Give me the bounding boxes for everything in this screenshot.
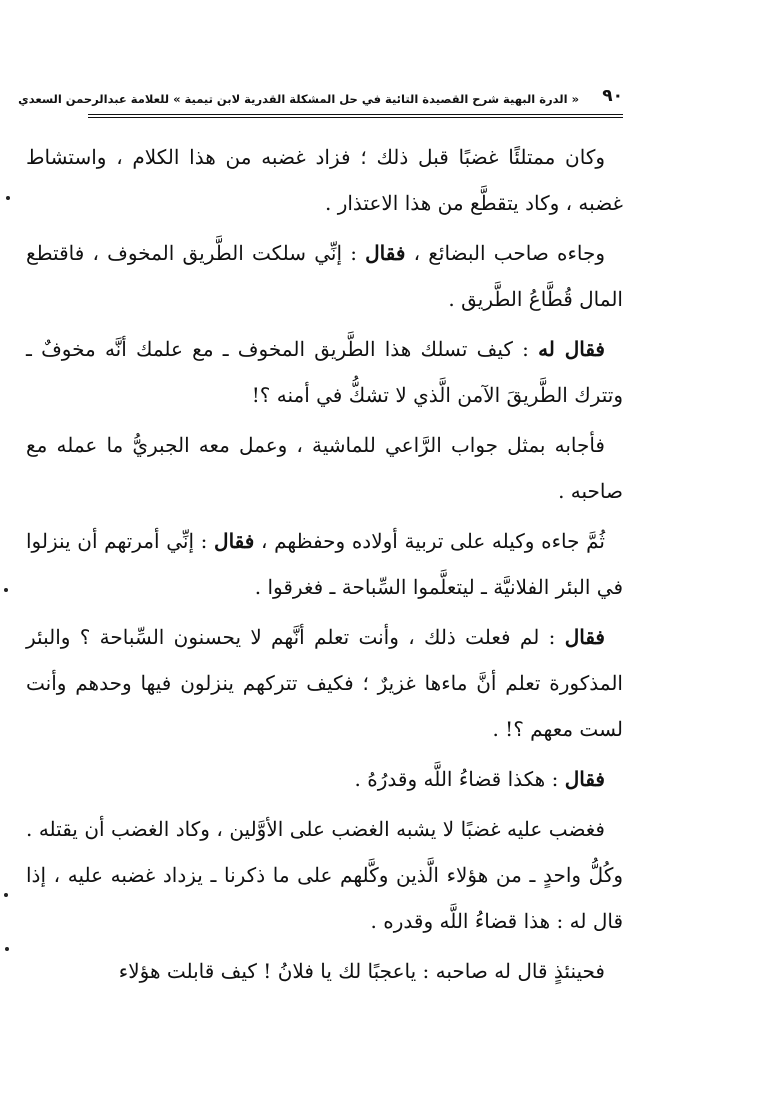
scan-speck <box>4 893 8 897</box>
paragraph-8 <box>26 806 623 944</box>
header-rule <box>88 117 623 118</box>
paragraph-text: : إنِّي سلكت الطَّريق المخوف ، فاقتطع المال قُطَّاعُ الطَّريق . <box>26 241 623 311</box>
paragraph-text: : إنِّي أمرتهم أن ينزلوا في البئر الفلانيَّة ـ ليتعلَّموا السِّباحة ـ فغرقوا . <box>26 529 623 599</box>
scan-speck <box>6 196 10 200</box>
scan-speck <box>5 947 9 951</box>
paragraph-6 <box>26 614 623 752</box>
paragraph-text: : هكذا قضاءُ اللَّه وقدرُهُ . <box>354 767 565 791</box>
paragraph-3 <box>26 326 623 418</box>
paragraph-text: وكان ممتلئًا غضبًا قبل ذلك ؛ فزاد غضبه من هذا الكلام ، واستشاط غضبه ، وكاد يتقطَّع من هذا الاعتذار . <box>26 145 623 215</box>
paragraph-text: فأجابه بمثل جواب الرَّاعي للماشية ، وعمل معه الجبريُّ ما عمله مع صاحبه . <box>26 433 623 503</box>
page-number: ٩٠ <box>602 86 623 106</box>
running-title: « الدرة البهية شرح القصيدة التائية في حل المشكلة القدرية لابن تيمية » للعلامة عبدالرحمن السعدي <box>18 92 579 106</box>
paragraph-text: وجاءه صاحب البضائع ، <box>405 241 605 265</box>
paragraph-1 <box>26 134 623 226</box>
paragraph-7 <box>26 756 623 802</box>
paragraph-text: : لم فعلت ذلك ، وأنت تعلم أنَّهم لا يحسنون السِّباحة ؟ والبئر المذكورة تعلم أنَّ ماءها غزيرٌ ؛ فكيف تتركهم ينزلون فيها وحدهم وأنت لست معهم ؟! . <box>26 625 623 741</box>
paragraph-text: ثُمَّ جاءه وكيله على تربية أولاده وحفظهم ، <box>254 529 605 553</box>
paragraph-9 <box>26 948 623 994</box>
paragraph-5 <box>26 518 623 610</box>
page-header <box>18 86 623 115</box>
keyword-said: فقال <box>365 241 406 265</box>
keyword-said: فقال <box>564 767 605 791</box>
keyword-said: فقال <box>564 625 605 649</box>
paragraph-text: فغضب عليه غضبًا لا يشبه الغضب على الأوَّلين ، وكاد الغضب أن يقتله . وكُلُّ واحدٍ ـ من هؤلاء الَّذين وكَّلهم على ما ذكرنا ـ يزداد غضبه عليه ، إذا قال له : هذا قضاءُ اللَّه وقدره . <box>26 817 623 933</box>
keyword-said: فقال له <box>538 337 605 361</box>
paragraph-text: : كيف تسلك هذا الطَّريق المخوف ـ مع علمك أنَّه مخوفٌ ـ وتترك الطَّريقَ الآمن الَّذي لا تشكُّ في أمنه ؟! <box>26 337 623 407</box>
paragraph-2 <box>26 230 623 322</box>
keyword-said: فقال <box>214 529 255 553</box>
main-text <box>26 134 623 998</box>
scan-speck <box>4 588 8 592</box>
paragraph-text: فحينئذٍ قال له صاحبه : ياعجبًا لك يا فلانُ ! كيف قابلت هؤلاء <box>118 959 605 983</box>
paragraph-4 <box>26 422 623 514</box>
